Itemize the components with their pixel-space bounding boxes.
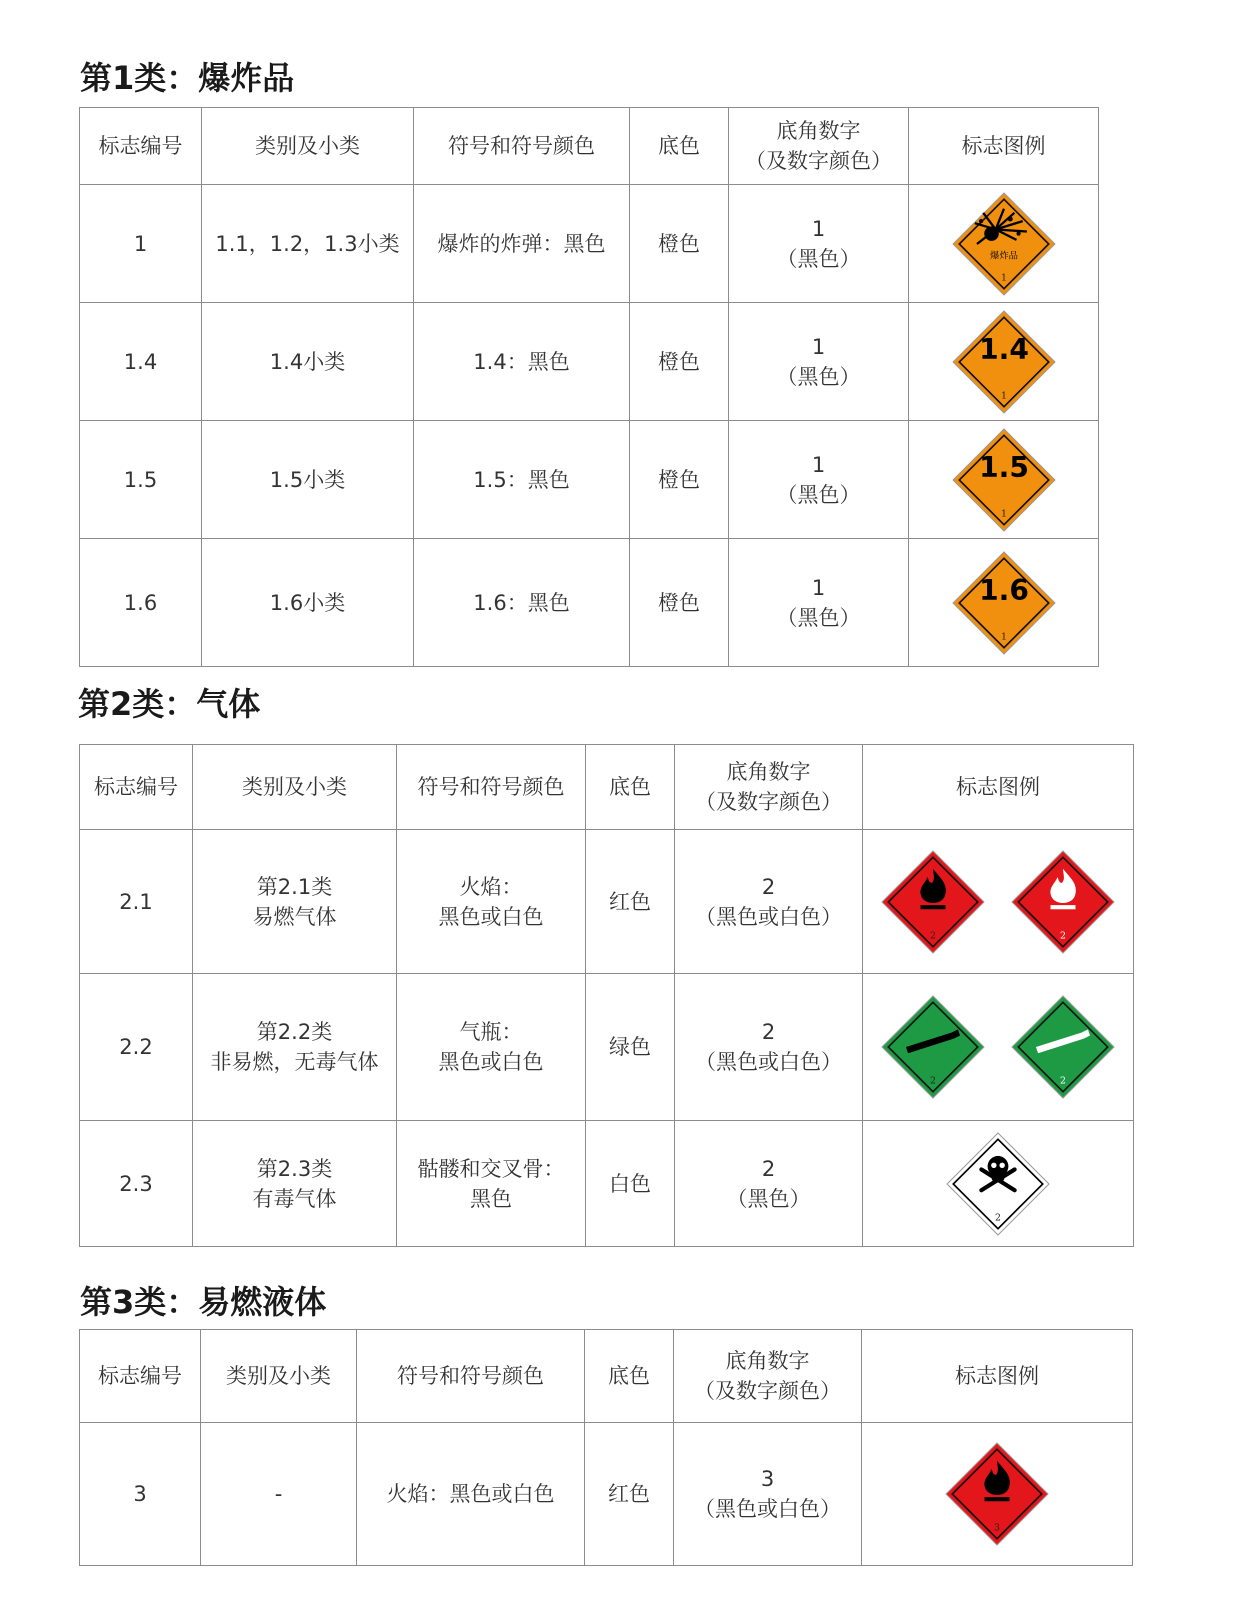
cell-bg-color	[630, 421, 729, 539]
table-row	[80, 539, 1099, 667]
sign-group	[913, 310, 1094, 414]
table-header-row	[80, 745, 1134, 830]
cell-corner-number	[675, 1121, 863, 1247]
header-symbol-text: 符号和符号颜色	[417, 775, 565, 799]
sign-corner-number: 3	[994, 1522, 1000, 1534]
sign-group	[867, 1132, 1129, 1236]
cell-code	[80, 185, 202, 303]
corner-number-value: 2	[761, 874, 776, 899]
cell-bg-color	[585, 1423, 674, 1566]
header-symbol	[397, 745, 586, 830]
skull-crossbones-icon	[946, 1132, 1050, 1236]
cell-code-text: 2.3	[119, 1171, 153, 1196]
header-code	[80, 745, 193, 830]
sign-group	[867, 995, 1129, 1099]
cell-category	[193, 974, 397, 1121]
cell-symbol	[414, 185, 630, 303]
header-bg-color	[586, 745, 675, 830]
corner-number-value: 2	[761, 1156, 776, 1181]
cell-category-line: 非易燃，无毒气体	[210, 1050, 379, 1074]
table-row	[80, 1121, 1134, 1247]
table-header-row	[80, 108, 1099, 185]
cell-sign-example	[863, 974, 1134, 1121]
corner-number-color: （黑色）	[776, 605, 861, 630]
sign-corner-number: 2	[930, 929, 936, 941]
cell-code-text: 1.6	[123, 590, 158, 615]
cell-category-line: 有毒气体	[252, 1186, 337, 1211]
corner-number-value: 1	[811, 216, 826, 241]
corner-number-color: （黑色或白色）	[695, 1050, 842, 1074]
header-symbol	[357, 1330, 585, 1423]
cell-code-text: 2.2	[119, 1035, 153, 1059]
cell-bg-color	[630, 185, 729, 303]
corner-number-value: 1	[811, 334, 826, 359]
corner-number-color: （黑色或白色）	[695, 904, 842, 929]
sign-group	[913, 551, 1094, 655]
header-corner-number	[675, 745, 863, 830]
division-number-icon	[952, 428, 1056, 532]
table-row	[80, 974, 1134, 1121]
header-corner-line: （及数字颜色）	[695, 790, 842, 814]
table-row	[80, 303, 1099, 421]
cell-code-text: 3	[133, 1482, 147, 1506]
cell-category	[202, 539, 414, 667]
flame-icon	[881, 850, 985, 954]
header-category-text: 类别及小类	[226, 1364, 331, 1388]
header-category	[193, 745, 397, 830]
cell-code-text: 1.5	[123, 467, 158, 492]
cell-corner-number	[729, 185, 909, 303]
header-bg-color-text: 底色	[658, 134, 700, 158]
header-symbol-text: 符号和符号颜色	[397, 1364, 544, 1388]
sign-group	[913, 192, 1094, 296]
cell-symbol-line: 1.5：黑色	[473, 467, 570, 492]
header-corner-line: （及数字颜色）	[745, 149, 892, 173]
sign-group	[866, 1442, 1128, 1546]
division-number-icon	[952, 551, 1056, 655]
cell-bg-color	[630, 303, 729, 421]
corner-number-color: （黑色）	[776, 246, 861, 271]
corner-number-color: （黑色）	[726, 1186, 811, 1211]
header-bg-color	[630, 108, 729, 185]
cell-symbol-line: 气瓶：	[459, 1020, 523, 1044]
section-title-class-2: 第2类：气体	[78, 685, 261, 723]
hazard-table-class-2	[79, 744, 1134, 1247]
cell-code	[80, 539, 202, 667]
table-row	[80, 421, 1099, 539]
cell-category-line: 1.5小类	[269, 467, 346, 492]
flame-icon	[1011, 850, 1115, 954]
cell-bg-color-text: 橙色	[658, 590, 700, 615]
cell-code	[80, 830, 193, 974]
header-category	[201, 1330, 357, 1423]
cell-category	[202, 303, 414, 421]
cell-corner-number	[675, 830, 863, 974]
header-corner-line: 底角数字	[776, 119, 861, 143]
cell-corner-number	[729, 539, 909, 667]
division-number-label: 1.6	[978, 573, 1029, 607]
cell-symbol-line: 黑色	[470, 1186, 512, 1211]
cell-bg-color-text: 橙色	[658, 467, 700, 492]
header-example	[862, 1330, 1133, 1423]
corner-number-color: （黑色）	[776, 364, 861, 389]
header-code	[80, 1330, 201, 1423]
cell-category-line: 1.6小类	[269, 590, 346, 615]
sign-hazard-label: 爆炸品	[989, 250, 1018, 262]
cell-corner-number	[729, 421, 909, 539]
division-number-label: 1.4	[978, 332, 1029, 366]
corner-number-value: 1	[811, 575, 826, 600]
section-title-class-1: 第1类：爆炸品	[80, 59, 295, 97]
cell-code	[80, 303, 202, 421]
flame-icon	[945, 1442, 1049, 1546]
table-row	[80, 185, 1099, 303]
header-example	[863, 745, 1134, 830]
cell-symbol-line: 1.4：黑色	[473, 349, 570, 374]
exploding-bomb-icon	[952, 192, 1056, 296]
gas-cylinder-icon	[1011, 995, 1115, 1099]
cell-bg-color	[630, 539, 729, 667]
cell-symbol-line: 黑色或白色	[438, 1050, 544, 1074]
cell-code-text: 1	[133, 231, 148, 256]
cell-bg-color-text: 白色	[609, 1171, 651, 1196]
section-title-class-3: 第3类：易燃液体	[80, 1283, 327, 1321]
cell-sign-example	[909, 421, 1099, 539]
division-number-icon	[952, 310, 1056, 414]
header-category	[202, 108, 414, 185]
sign-corner-number: 1	[1000, 507, 1007, 519]
sign-corner-number: 1	[1000, 271, 1007, 283]
header-corner-line: （及数字颜色）	[694, 1379, 841, 1403]
cell-bg-color-text: 红色	[608, 1482, 650, 1506]
cell-category	[202, 185, 414, 303]
header-example-text: 标志图例	[955, 1364, 1039, 1388]
cell-category-line: 1.1，1.2，1.3小类	[215, 231, 400, 256]
table-row	[80, 830, 1134, 974]
cell-code-text: 1.4	[123, 349, 158, 374]
hazard-table-class-1	[79, 107, 1099, 667]
sign-corner-number: 2	[1060, 1075, 1066, 1087]
header-example-text: 标志图例	[961, 134, 1046, 158]
header-code-text: 标志编号	[98, 134, 183, 158]
sign-group	[913, 428, 1094, 532]
cell-sign-example	[909, 303, 1099, 421]
cell-bg-color	[586, 974, 675, 1121]
cell-category-line: -	[274, 1482, 283, 1506]
cell-sign-example	[863, 1121, 1134, 1247]
header-code-text: 标志编号	[94, 775, 178, 799]
cell-category	[193, 830, 397, 974]
corner-number-color: （黑色或白色）	[694, 1497, 841, 1521]
cell-category-line: 1.4小类	[269, 349, 346, 374]
header-corner-line: 底角数字	[726, 760, 811, 784]
cell-bg-color	[586, 830, 675, 974]
cell-sign-example	[862, 1423, 1133, 1566]
table-header-row	[80, 1330, 1133, 1423]
cell-symbol	[397, 974, 586, 1121]
cell-code	[80, 1121, 193, 1247]
header-corner-line: 底角数字	[725, 1349, 810, 1373]
corner-number-value: 3	[760, 1467, 775, 1491]
cell-bg-color-text: 橙色	[658, 231, 700, 256]
cell-code	[80, 974, 193, 1121]
sign-group	[867, 850, 1129, 954]
hazard-table-class-3	[79, 1329, 1133, 1566]
cell-bg-color-text: 绿色	[609, 1035, 651, 1059]
cell-code	[80, 1423, 201, 1566]
cell-symbol	[414, 539, 630, 667]
cell-corner-number	[729, 303, 909, 421]
cell-symbol-line: 火焰：黑色或白色	[386, 1482, 555, 1506]
cell-symbol-line: 火焰：	[459, 874, 523, 899]
corner-number-color: （黑色）	[776, 482, 861, 507]
header-code-text: 标志编号	[98, 1364, 182, 1388]
cell-symbol	[414, 303, 630, 421]
cell-category-line: 第2.2类	[256, 1020, 333, 1044]
sign-corner-number: 1	[1000, 630, 1007, 642]
cell-category	[202, 421, 414, 539]
cell-symbol	[357, 1423, 585, 1566]
cell-corner-number	[675, 974, 863, 1121]
cell-symbol-line: 1.6：黑色	[473, 590, 570, 615]
cell-symbol	[397, 1121, 586, 1247]
cell-symbol	[397, 830, 586, 974]
cell-category	[201, 1423, 357, 1566]
cell-bg-color-text: 橙色	[658, 349, 700, 374]
cell-symbol-line: 骷髅和交叉骨：	[417, 1156, 565, 1181]
cell-category	[193, 1121, 397, 1247]
cell-sign-example	[909, 185, 1099, 303]
cell-sign-example	[909, 539, 1099, 667]
header-symbol-text: 符号和符号颜色	[448, 134, 595, 158]
cell-symbol	[414, 421, 630, 539]
sign-corner-number: 1	[1000, 389, 1007, 401]
cell-corner-number	[674, 1423, 862, 1566]
header-corner-number	[674, 1330, 862, 1423]
header-bg-color	[585, 1330, 674, 1423]
header-example	[909, 108, 1099, 185]
gas-cylinder-icon	[881, 995, 985, 1099]
cell-sign-example	[863, 830, 1134, 974]
header-bg-color-text: 底色	[609, 775, 651, 799]
header-category-text: 类别及小类	[242, 775, 347, 799]
cell-symbol-line: 爆炸的炸弹：黑色	[437, 231, 606, 256]
corner-number-value: 1	[811, 452, 826, 477]
cell-symbol-line: 黑色或白色	[438, 904, 544, 929]
sign-corner-number: 2	[995, 1211, 1001, 1223]
header-corner-number	[729, 108, 909, 185]
header-bg-color-text: 底色	[608, 1364, 650, 1388]
cell-category-line: 第2.3类	[256, 1156, 333, 1181]
table-row	[80, 1423, 1133, 1566]
cell-category-line: 易燃气体	[252, 904, 337, 929]
header-example-text: 标志图例	[956, 775, 1040, 799]
cell-code	[80, 421, 202, 539]
corner-number-value: 2	[761, 1020, 776, 1044]
cell-bg-color	[586, 1121, 675, 1247]
cell-bg-color-text: 红色	[609, 889, 651, 914]
sign-corner-number: 2	[930, 1075, 936, 1087]
cell-code-text: 2.1	[119, 889, 153, 914]
header-symbol	[414, 108, 630, 185]
cell-category-line: 第2.1类	[256, 874, 333, 899]
division-number-label: 1.5	[978, 450, 1029, 484]
header-code	[80, 108, 202, 185]
sign-corner-number: 2	[1060, 929, 1066, 941]
header-category-text: 类别及小类	[255, 134, 360, 158]
